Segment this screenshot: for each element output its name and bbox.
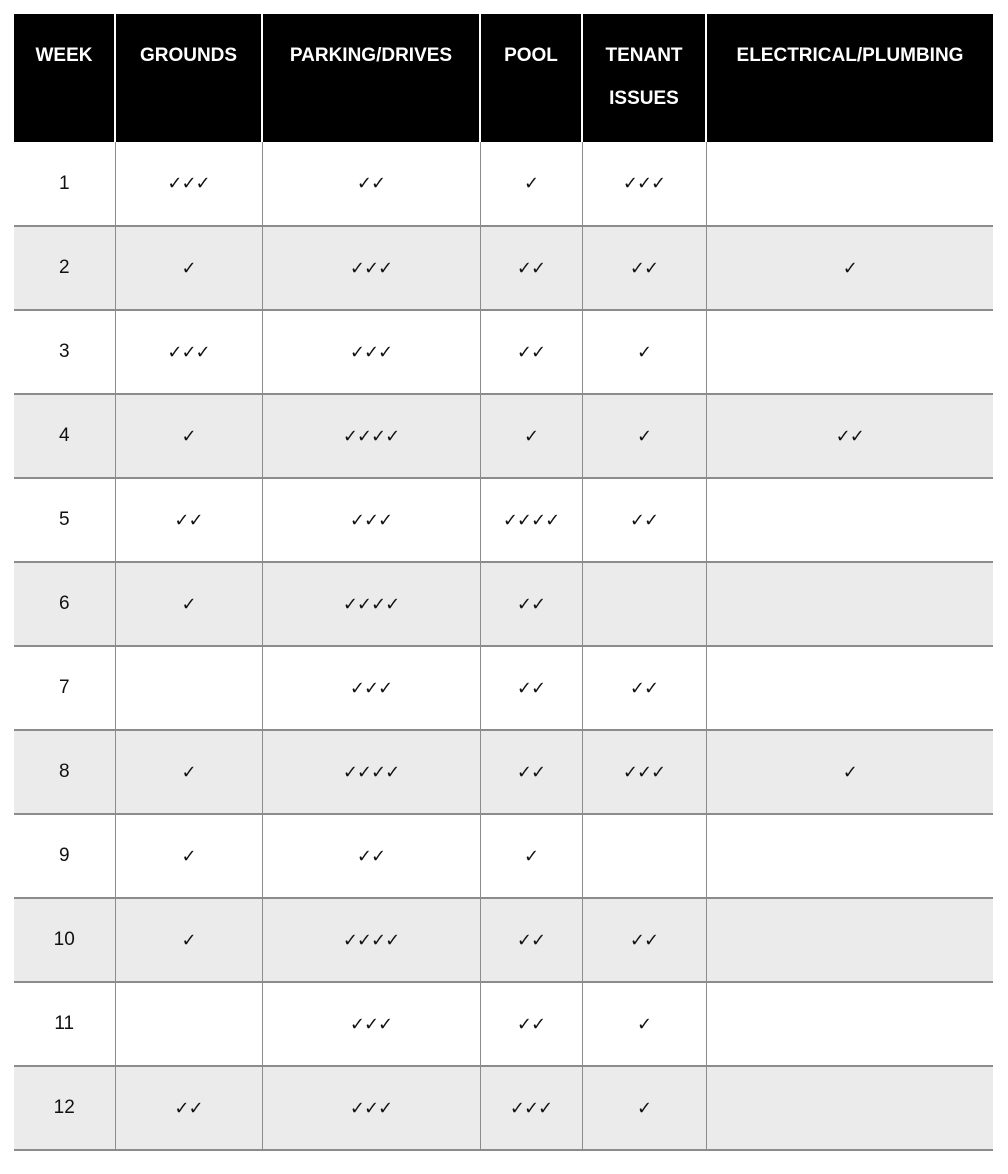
tenant-issues-cell: ✓✓✓: [582, 142, 706, 226]
pool-cell: ✓: [480, 394, 582, 478]
tenant-issues-cell: ✓: [582, 1066, 706, 1150]
tenant-issues-cell: ✓✓: [582, 226, 706, 310]
parking-drives-cell: ✓✓: [262, 814, 480, 898]
grounds-cell: [115, 982, 262, 1066]
week-cell: 10: [14, 898, 115, 982]
week-cell: 11: [14, 982, 115, 1066]
pool-cell: ✓✓: [480, 310, 582, 394]
parking-drives-cell: ✓✓✓: [262, 226, 480, 310]
tenant-issues-cell: ✓✓: [582, 478, 706, 562]
tenant-issues-cell: ✓✓: [582, 898, 706, 982]
electrical-plumbing-cell: [706, 478, 993, 562]
header-grounds: GROUNDS: [115, 14, 262, 142]
table-row: [14, 310, 993, 394]
parking-drives-cell: ✓✓✓✓: [262, 730, 480, 814]
week-cell: 3: [14, 310, 115, 394]
electrical-plumbing-cell: ✓: [706, 730, 993, 814]
electrical-plumbing-cell: ✓✓: [706, 394, 993, 478]
tenant-issues-cell: ✓✓✓: [582, 730, 706, 814]
grounds-cell: ✓: [115, 898, 262, 982]
tenant-issues-cell: ✓✓: [582, 646, 706, 730]
table-row: [14, 898, 993, 982]
pool-cell: ✓✓: [480, 646, 582, 730]
week-cell: 12: [14, 1066, 115, 1150]
table-row: [14, 394, 993, 478]
parking-drives-cell: ✓✓✓✓: [262, 394, 480, 478]
header-week: WEEK: [14, 14, 115, 142]
electrical-plumbing-cell: [706, 898, 993, 982]
tenant-issues-cell: [582, 562, 706, 646]
parking-drives-cell: ✓✓✓: [262, 310, 480, 394]
week-cell: 5: [14, 478, 115, 562]
table-header: [14, 14, 993, 142]
grounds-cell: ✓✓: [115, 478, 262, 562]
parking-drives-cell: ✓✓✓: [262, 982, 480, 1066]
electrical-plumbing-cell: [706, 142, 993, 226]
electrical-plumbing-cell: [706, 982, 993, 1066]
electrical-plumbing-cell: [706, 562, 993, 646]
grounds-cell: [115, 646, 262, 730]
tenant-issues-cell: [582, 814, 706, 898]
grounds-cell: ✓: [115, 394, 262, 478]
weekly-tally-table: [14, 14, 993, 1151]
table-row: [14, 814, 993, 898]
pool-cell: ✓: [480, 814, 582, 898]
table-body: [14, 142, 993, 1150]
pool-cell: ✓✓✓: [480, 1066, 582, 1150]
week-cell: 4: [14, 394, 115, 478]
electrical-plumbing-cell: [706, 310, 993, 394]
pool-cell: ✓✓: [480, 898, 582, 982]
electrical-plumbing-cell: [706, 646, 993, 730]
parking-drives-cell: ✓✓✓: [262, 646, 480, 730]
week-cell: 7: [14, 646, 115, 730]
table-row: [14, 226, 993, 310]
week-cell: 8: [14, 730, 115, 814]
pool-cell: ✓✓: [480, 226, 582, 310]
table-row: [14, 142, 993, 226]
parking-drives-cell: ✓✓: [262, 142, 480, 226]
header-electrical-plumbing: ELECTRICAL/PLUMBING: [706, 14, 993, 142]
parking-drives-cell: ✓✓✓✓: [262, 562, 480, 646]
table-row: [14, 562, 993, 646]
electrical-plumbing-cell: ✓: [706, 226, 993, 310]
week-cell: 9: [14, 814, 115, 898]
table-row: [14, 646, 993, 730]
grounds-cell: ✓✓✓: [115, 142, 262, 226]
electrical-plumbing-cell: [706, 814, 993, 898]
parking-drives-cell: ✓✓✓: [262, 478, 480, 562]
grounds-cell: ✓: [115, 562, 262, 646]
header-tenant-issues: TENANT ISSUES: [582, 14, 706, 142]
table-row: [14, 1066, 993, 1150]
table-row: [14, 730, 993, 814]
pool-cell: ✓✓: [480, 562, 582, 646]
tenant-issues-cell: ✓: [582, 982, 706, 1066]
parking-drives-cell: ✓✓✓✓: [262, 898, 480, 982]
grounds-cell: ✓✓✓: [115, 310, 262, 394]
header-parking-drives: PARKING/DRIVES: [262, 14, 480, 142]
tenant-issues-cell: ✓: [582, 394, 706, 478]
week-cell: 2: [14, 226, 115, 310]
grounds-cell: ✓: [115, 730, 262, 814]
parking-drives-cell: ✓✓✓: [262, 1066, 480, 1150]
pool-cell: ✓✓✓✓: [480, 478, 582, 562]
table-row: [14, 478, 993, 562]
week-cell: 1: [14, 142, 115, 226]
grounds-cell: ✓: [115, 814, 262, 898]
pool-cell: ✓✓: [480, 982, 582, 1066]
pool-cell: ✓: [480, 142, 582, 226]
header-row: [14, 14, 993, 142]
tenant-issues-cell: ✓: [582, 310, 706, 394]
grounds-cell: ✓✓: [115, 1066, 262, 1150]
grounds-cell: ✓: [115, 226, 262, 310]
week-cell: 6: [14, 562, 115, 646]
pool-cell: ✓✓: [480, 730, 582, 814]
electrical-plumbing-cell: [706, 1066, 993, 1150]
header-pool: POOL: [480, 14, 582, 142]
table-row: [14, 982, 993, 1066]
